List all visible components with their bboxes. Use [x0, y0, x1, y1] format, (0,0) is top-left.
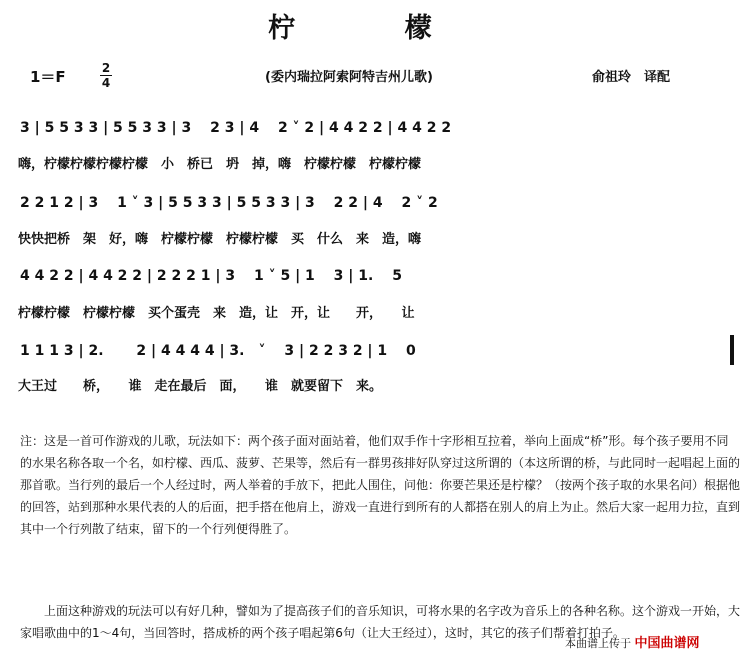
notation-row-2: 2 2 1 2 | 3 1 ˅ 3 | 5 5 3 3 | 5 5 3 3 | 3 2 2 | 4 2 ˅ 2 — [20, 195, 438, 211]
notation-row-4: 1 1 1 3 | 2. 2 | 4 4 4 4 | 3. ˅ 3 | 2 2 3 2 | 1 0 — [20, 343, 416, 359]
notation-row-1: 3 | 5 5 3 3 | 5 5 3 3 | 3 2 3 | 4 2 ˅ 2 | 4 4 2 2 | 4 4 2 2 — [20, 120, 452, 136]
lyrics-row-2: 快快把桥 架 好，嗨 柠檬柠檬 柠檬柠檬 买 什么 来 造，嗨 — [18, 232, 422, 247]
credit-text: 本曲谱上传于 — [565, 637, 631, 650]
time-signature — [100, 62, 112, 89]
lyrics-row-1: 嗨，柠檬柠檬柠檬柠檬 小 桥已 坍 掉，嗨 柠檬柠檬 柠檬柠檬 — [18, 157, 422, 172]
time-signature-bottom: 4 — [101, 76, 111, 90]
upload-credit — [565, 632, 700, 651]
song-origin: (委内瑞拉阿索阿特吉州儿歌) — [265, 70, 433, 85]
song-title: 柠 檬 — [268, 13, 482, 44]
site-logo: 中国曲谱网 — [634, 636, 700, 651]
time-signature-top: 2 — [101, 61, 111, 75]
lyrics-row-3: 柠檬柠檬 柠檬柠檬 买个蛋壳 来 造，让 开，让 开， 让 — [18, 306, 415, 321]
key-signature: 1＝F — [30, 68, 66, 86]
game-variation-text: 上面这种游戏的玩法可以有好几种，譬如为了提高孩子们的音乐知识，可将水果的名字改为音乐上的各种名称。这个游戏一开始，大家唱歌曲中的1～4句，当回答时，搭成桥的两个孩子唱起第6句（让大王经过），这时，其它的孩子们帮着打拍子。 — [20, 604, 741, 640]
lyrics-row-4: 大王过 桥， 谁 走在最后 面， 谁 就要留下 来。 — [18, 379, 383, 394]
arranger: 俞祖玲 译配 — [592, 70, 671, 85]
final-barline — [730, 335, 734, 365]
game-instructions: 注：这是一首可作游戏的儿歌，玩法如下：两个孩子面对面站着，他们双手作十字形相互拉着，举向上面成“桥”形。每个孩子要用不同的水果名称各取一个名，如柠檬、西瓜、菠萝、芒果等，然后有一群男孩排好队穿过这所谓的（本这所谓的桥，与此同时一起唱起上面的那首歌。当行列的最后一个人经过时，两人举着的手放下，把此人围住，问他：你要芒果还是柠檬？（按两个孩子取的水果名问）根据他的回答，站到那种水果代表的人的后面，把手搭在他肩上，游戏一直进行到所有的人都搭在别人的肩上为止。然后大家一起用力拉，直到其中一个行列散了结束，留下的一个行列便得胜了。 — [20, 434, 741, 536]
notation-row-3: 4 4 2 2 | 4 4 2 2 | 2 2 2 1 | 3 1 ˅ 5 | 1 3 | 1. 5 — [20, 268, 402, 284]
